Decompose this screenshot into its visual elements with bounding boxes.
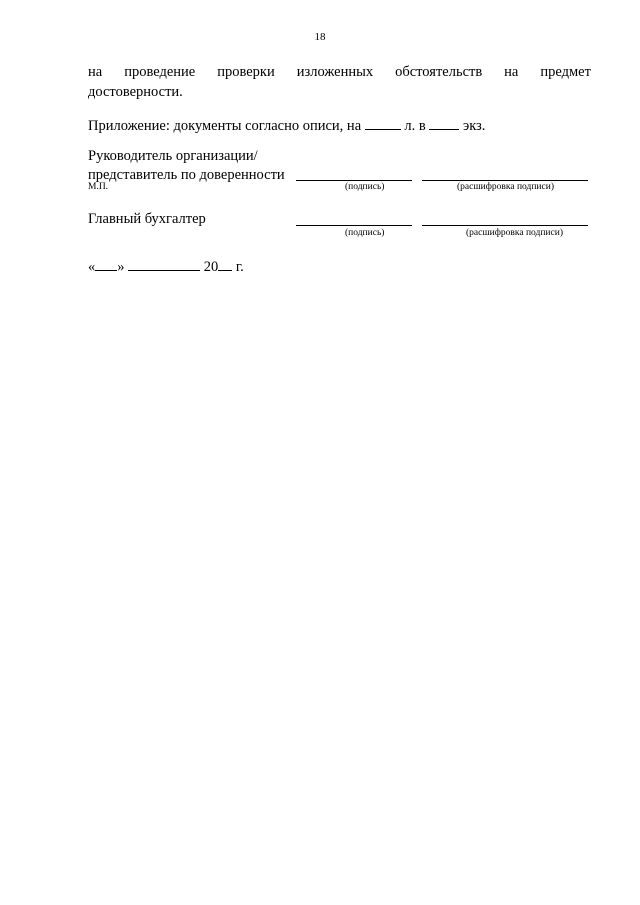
date-close-quote: » (117, 259, 125, 275)
year-prefix: 20 (203, 259, 219, 275)
month-blank[interactable] (128, 257, 200, 271)
attachment-mid: л. в (404, 118, 426, 134)
intro-word: на (88, 64, 103, 80)
accountant-decoding-line[interactable] (422, 225, 588, 226)
intro-line-1 (88, 62, 591, 82)
intro-word: на (504, 64, 519, 80)
year-blank[interactable] (218, 257, 232, 271)
intro-word: обстоятельств (395, 64, 483, 80)
head-label-line-1: Руководитель организации/ (88, 148, 258, 164)
year-suffix: г. (235, 259, 244, 275)
date-open-quote: « (88, 259, 96, 275)
day-blank[interactable] (95, 257, 117, 271)
attachment-suffix: экз. (462, 118, 486, 134)
intro-word: проведение (124, 64, 196, 80)
attachment-prefix: Приложение: документы согласно описи, на (88, 118, 362, 134)
page-number: 18 (314, 31, 326, 43)
head-signature-caption: (подпись) (345, 182, 385, 192)
accountant-signature-caption: (подпись) (345, 228, 385, 238)
intro-line-2: достоверности. (88, 84, 183, 100)
head-label-line-2: представитель по доверенности (88, 167, 285, 183)
head-decoding-caption: (расшифровка подписи) (457, 182, 554, 192)
intro-word: изложенных (296, 64, 374, 80)
accountant-signature-line[interactable] (296, 225, 412, 226)
accountant-label: Главный бухгалтер (88, 211, 206, 227)
date-line (88, 257, 244, 277)
sheets-count-blank[interactable] (365, 116, 401, 130)
head-signature-line[interactable] (296, 180, 412, 181)
accountant-decoding-caption: (расшифровка подписи) (466, 228, 563, 238)
copies-count-blank[interactable] (429, 116, 459, 130)
stamp-label: М.П. (88, 182, 109, 192)
attachment-line (88, 116, 485, 136)
head-decoding-line[interactable] (422, 180, 588, 181)
intro-word: проверки (217, 64, 275, 80)
intro-word: предмет (540, 64, 591, 80)
